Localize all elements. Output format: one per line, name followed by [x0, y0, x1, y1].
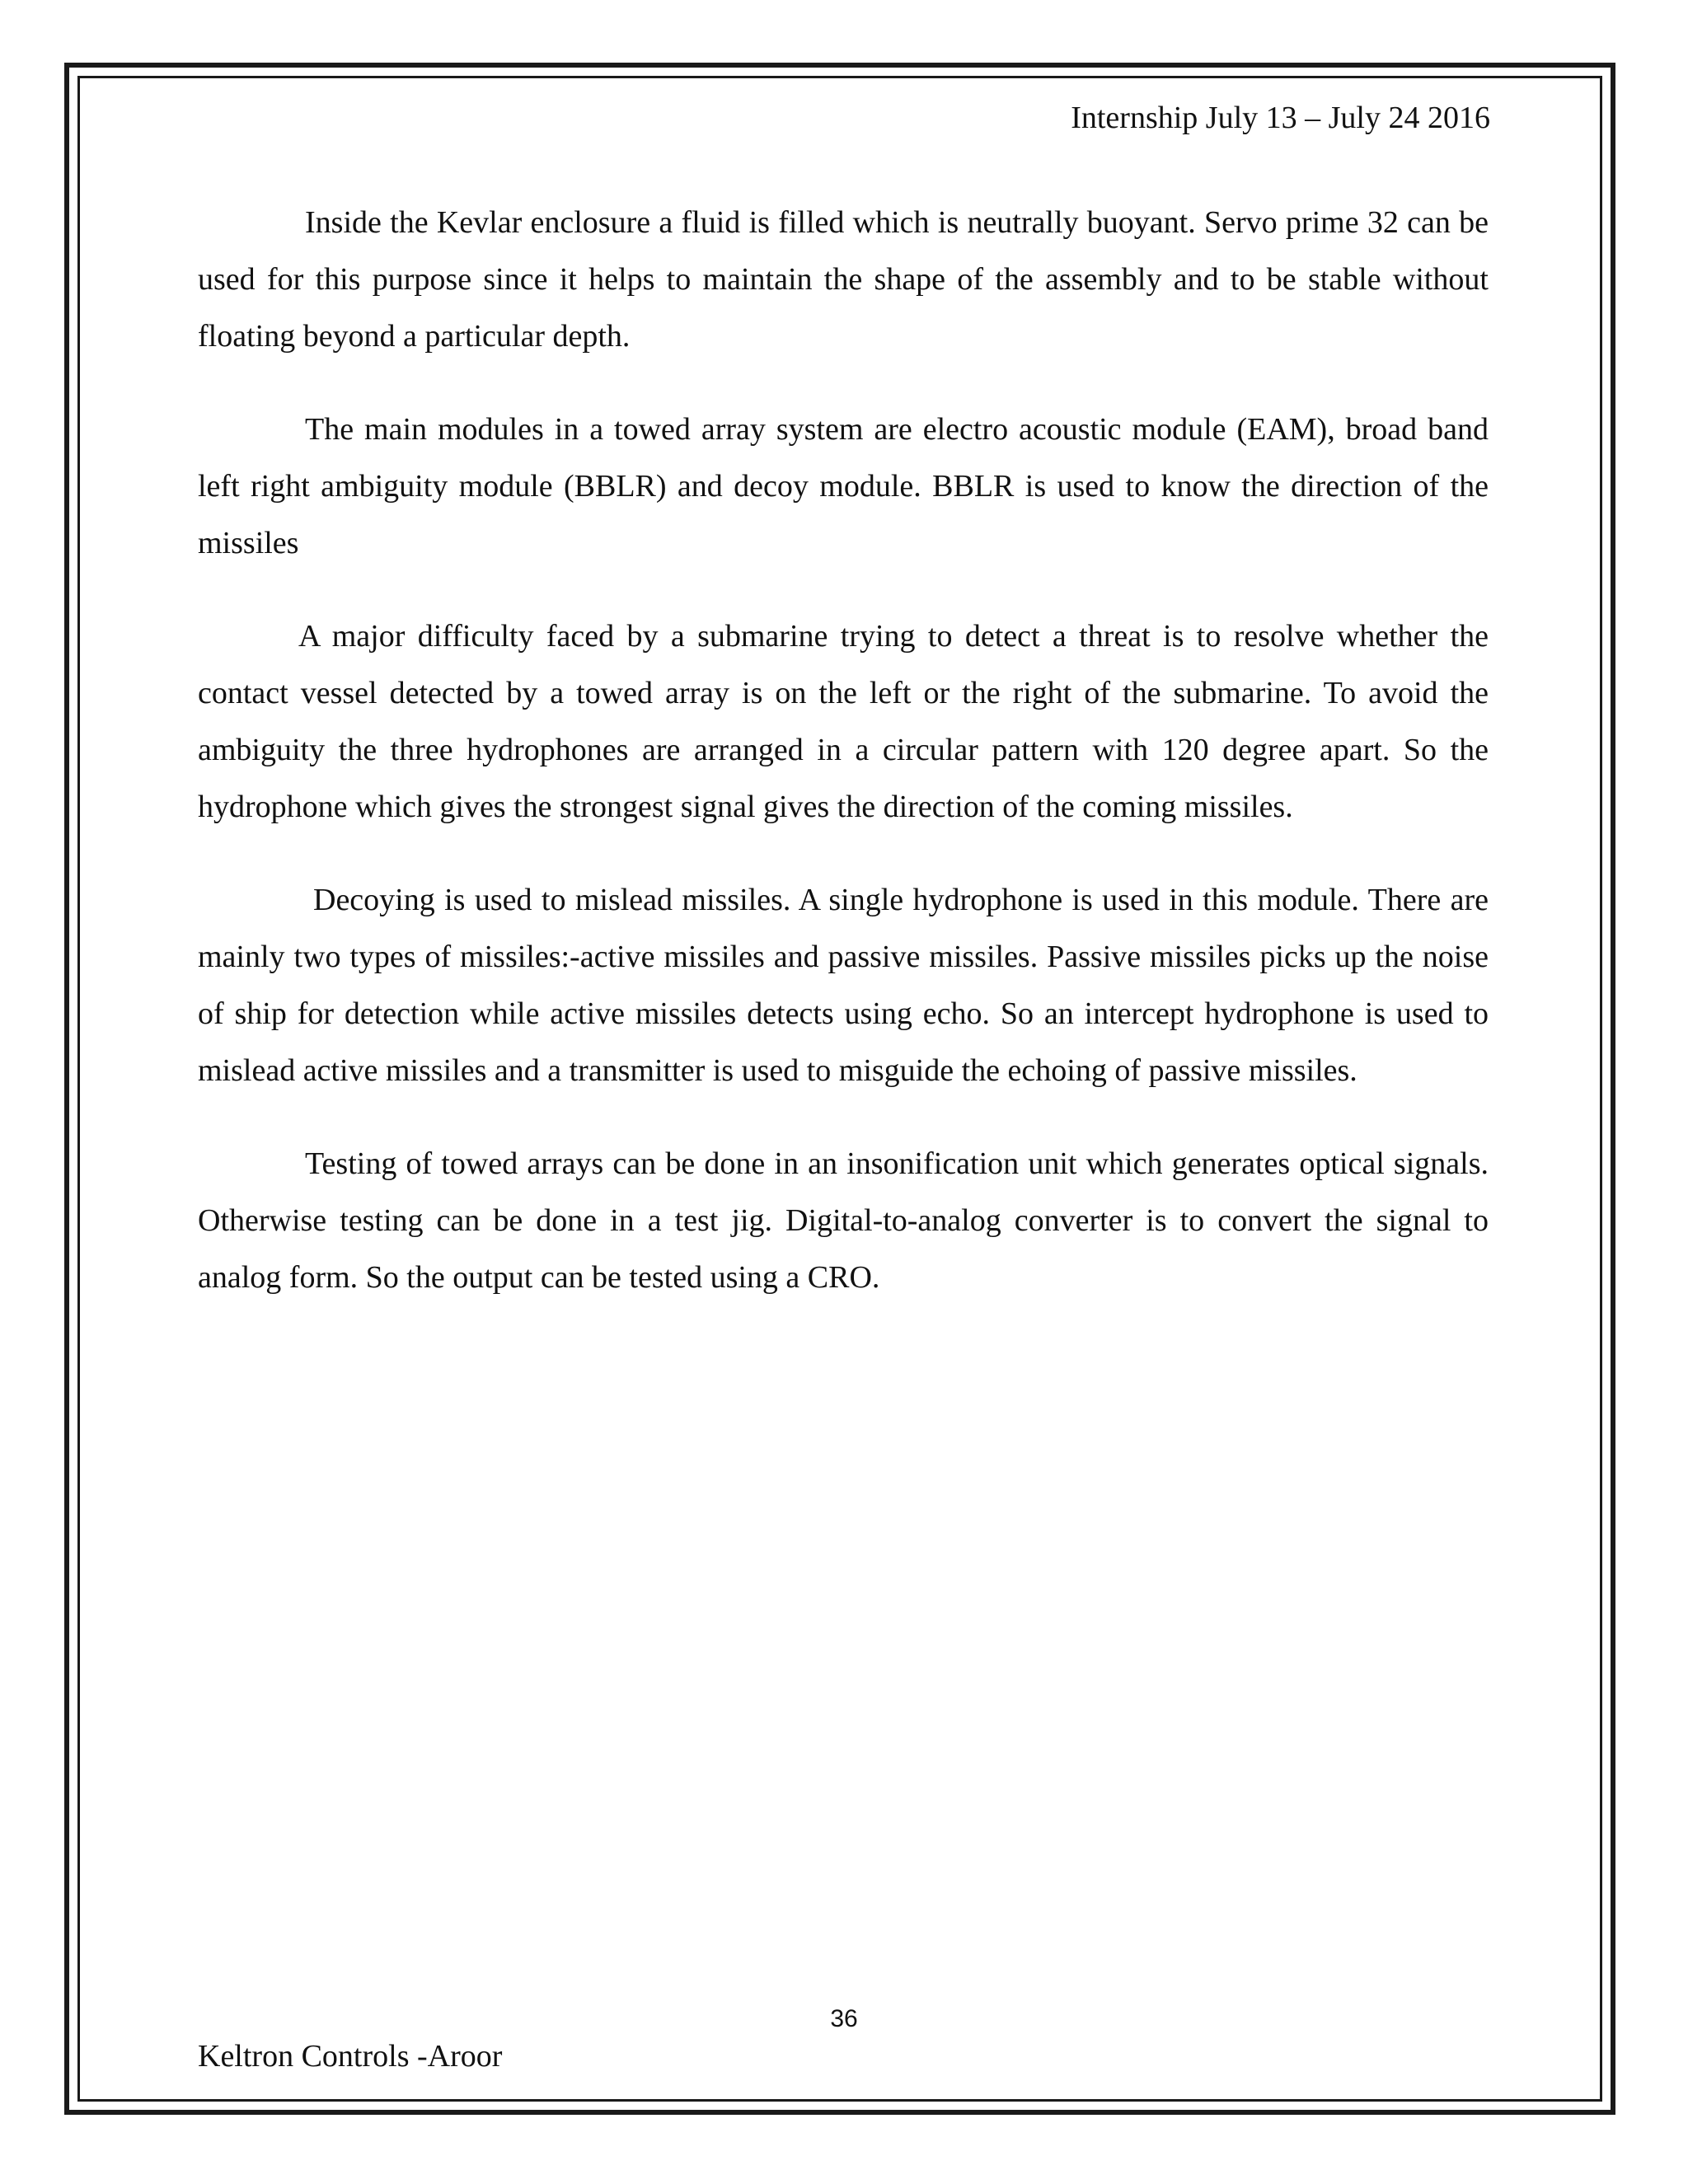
body-text [198, 194, 1489, 1343]
page-header: Internship July 13 – July 24 2016 [1071, 101, 1490, 135]
paragraph-decoying: Decoying is used to mislead missiles. A single hydrophone is used in this module. There are mainly two types of missiles:-active missiles and passive missiles. Passive missiles picks up the noise of ship for detection while active missiles detects using echo. So an intercept hydrophone is used to mislead active missiles and a transmitter is used to misguide the echoing of passive missiles. [198, 883, 1489, 1088]
paragraph-main-modules: The main modules in a towed array system are electro acoustic module (EAM), broad band left right ambiguity module (BBLR) and decoy module. BBLR is used to know the direction of the missiles [198, 412, 1489, 560]
paragraph-testing: Testing of towed arrays can be done in an insonification unit which generates optical signals. Otherwise testing can be done in a test jig. Digital-to-analog converter is to convert the signal to analog form. So the output can be tested using a CRO. [198, 1146, 1489, 1295]
paragraph-ambiguity: A major difficulty faced by a submarine trying to detect a threat is to resolve whether the contact vessel detected by a towed array is on the left or the right of the submarine. To avoid the ambiguity the three hydrophones are arranged in a circular pattern with 120 degree apart. So the hydrophone which gives the strongest signal gives the direction of the coming missiles. [198, 619, 1489, 824]
page-number: 36 [830, 2005, 858, 2032]
paragraph-kevlar-enclosure: Inside the Kevlar enclosure a fluid is filled which is neutrally buoyant. Servo prime 32 can be used for this purpose since it helps to maintain the shape of the assembly and to be stable without floating beyond a particular depth. [198, 205, 1489, 354]
page-footer: Keltron Controls -Aroor [198, 2039, 503, 2074]
